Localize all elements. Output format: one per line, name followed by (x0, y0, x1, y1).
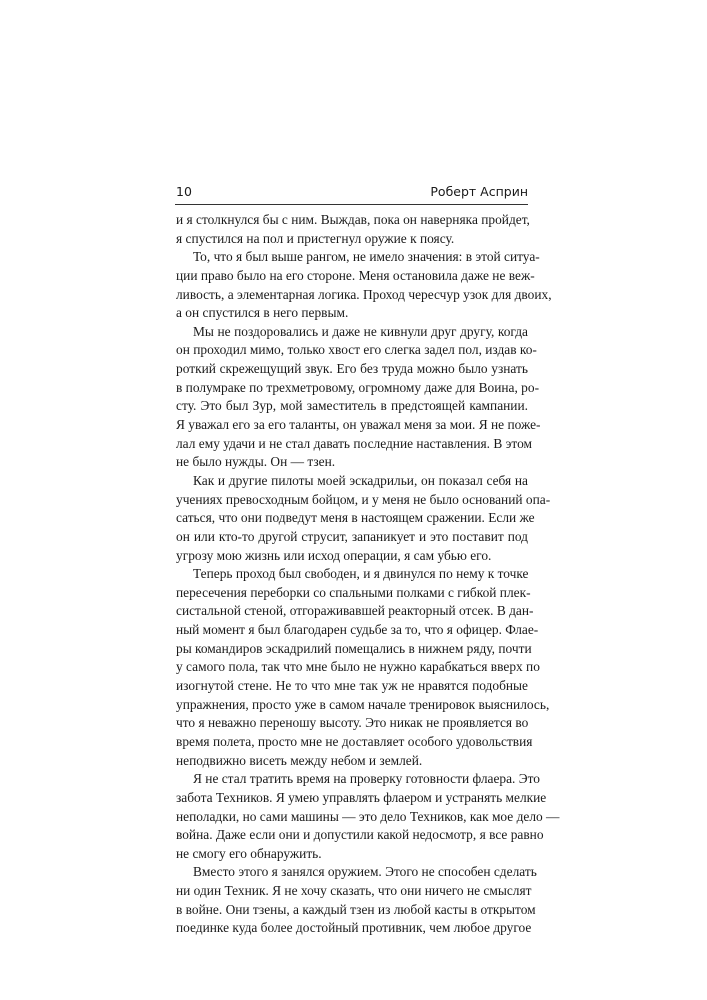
text-line: учениях превосходным бойцом, и у меня не было оснований опа- (176, 491, 551, 507)
text-line: ры командиров эскадрилий помещались в нижнем ряду, почти (176, 640, 532, 656)
text-line: ный момент я был благодарен судьбе за то, что я офицер. Флае- (176, 622, 539, 638)
text-line: война. Даже если они и допустили какой недосмотр, я все равно (176, 827, 544, 843)
text-line: я спустился на пол и пристегнул оружие к поясу. (176, 230, 455, 246)
text-line: ливость, а элементарная логика. Проход чересчур узок для двоих, (176, 286, 552, 302)
paragraph (176, 323, 541, 472)
text-line: упражнения, просто уже в самом начале тренировок выяснилось, (176, 696, 550, 712)
paragraph (176, 863, 537, 938)
text-line: Мы не поздоровались и даже не кивнули друг другу, когда (193, 323, 528, 339)
paragraph (176, 211, 528, 248)
text-line: Я уважал его за его таланты, он уважал меня за мои. Я не поже- (176, 417, 541, 433)
text-line: не было нужды. Он — тзен. (176, 454, 336, 470)
text-line: То, что я был выше рангом, не имело значения: в этой ситуа- (193, 249, 540, 265)
text-line: в полумраке по трехметровому, огромному даже для Воина, ро- (176, 379, 540, 395)
text-line: Я не стал тратить время на проверку готовности флаера. Это (193, 771, 540, 787)
text-line: роткий скрежещущий звук. Его без труда можно было узнать (176, 361, 528, 377)
text-line: Теперь проход был свободен, и я двинулся по нему к точке (193, 566, 529, 582)
text-line: пересечения переборки со спальными полками с гибкой плек- (176, 584, 531, 600)
text-line: неподвижно висеть между небом и землей. (176, 752, 423, 768)
text-line: систальной стеной, отгораживавшей реакторный отсек. В дан- (176, 603, 534, 619)
paragraph (176, 565, 550, 770)
running-head (175, 184, 528, 204)
text-line: забота Техников. Я умею управлять флаером и устранять мелкие (176, 789, 547, 805)
text-line: не смогу его обнаружить. (176, 845, 322, 861)
text-line: ни один Техник. Я не хочу сказать, что они ничего не смыслят (176, 883, 532, 899)
text-line: время полета, просто мне не доставляет особого удовольствия (176, 733, 533, 749)
text-line: что я неважно переношу высоту. Это никак не проявляется во (176, 715, 529, 731)
text-line: лал ему удачи и не стал давать последние наставления. В этом (176, 435, 532, 451)
text-line: и я столкнулся бы с ним. Выждав, пока он наверняка пройдет, (176, 212, 530, 227)
text-line: изогнутой стене. Не то что мне так уж не нравятся подобные (176, 678, 528, 694)
text-line: у самого пола, так что мне было не нужно карабкаться вверх по (176, 659, 540, 675)
text-line: поединке куда более достойный противник, чем любое другое (176, 920, 532, 936)
paragraph (176, 472, 551, 565)
text-line: саться, что они подведут меня в настоящем сражении. Если же (176, 510, 535, 526)
paragraph (176, 770, 560, 863)
text-line: неполадки, но сами машины — это дело Техников, как мое дело — (176, 808, 560, 824)
running-head-author: Роберт Асприн (430, 184, 528, 199)
text-line: он или кто-то другой струсит, запаникует и это поставит под (176, 528, 528, 544)
text-line: Как и другие пилоты моей эскадрильи, он показал себя на (193, 472, 528, 488)
text-line: в войне. Они тзены, а каждый тзен из любой касты в открытом (176, 901, 536, 917)
paragraph (176, 248, 552, 323)
text-line: сту. Это был Зур, мой заместитель в предстоящей кампании. (176, 398, 528, 414)
text-line: Вместо этого я занялся оружием. Этого не способен сделать (193, 864, 537, 880)
text-line: а он спустился в него первым. (176, 305, 349, 321)
text-line: он проходил мимо, только хвост его слегка задел пол, издав ко- (176, 342, 537, 358)
body-text (176, 211, 560, 938)
text-line: ции право было на его стороне. Меня остановила даже не веж- (176, 267, 535, 283)
page-number: 10 (176, 184, 192, 199)
header-rule (175, 204, 528, 205)
text-line: угрозу мою жизнь или исход операции, я сам убью его. (176, 547, 492, 563)
